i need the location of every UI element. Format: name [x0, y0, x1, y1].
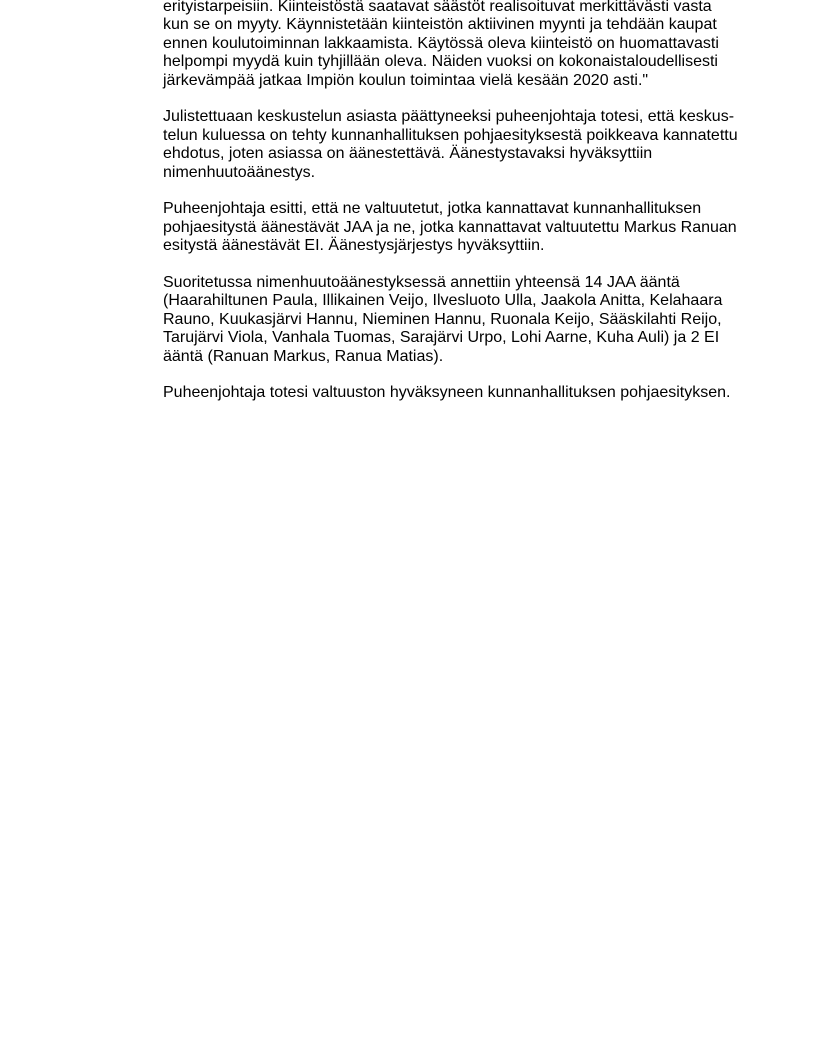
text-line: ääntä (Ranuan Markus, Ranua Matias). — [163, 347, 444, 365]
text-line: (Haarahiltunen Paula, Illikainen Veijo, Ilvesluoto Ulla, Jaakola Anitta, Kelahaara — [163, 292, 723, 310]
text-line: esitystä äänestävät EI. Äänestysjärjestys hyväksyttiin. — [163, 237, 545, 255]
text-line: nimenhuutoäänestys. — [163, 163, 316, 181]
paragraph-decision — [163, 384, 753, 402]
paragraph-discussion-closed — [163, 108, 753, 182]
text-line: ennen koulutoiminnan lakkaamista. Käytössä oleva kiinteistö on huomattavasti — [163, 34, 719, 52]
text-line: Puheenjohtaja esitti, että ne valtuutetut, jotka kannattavat kunnanhallituksen — [163, 200, 702, 218]
paragraph-voting-order — [163, 200, 753, 255]
text-line: Tarujärvi Viola, Vanhala Tuomas, Sarajärvi Urpo, Lohi Aarne, Kuha Auli) ja 2 EI — [163, 329, 720, 347]
text-line: Rauno, Kuukasjärvi Hannu, Nieminen Hannu, Ruonala Keijo, Sääskilahti Reijo, — [163, 310, 722, 328]
text-line: Suoritetussa nimenhuutoäänestyksessä annettiin yhteensä 14 JAA ääntä — [163, 274, 680, 292]
document-body — [163, 0, 753, 421]
text-line: ehdotus, joten asiassa on äänestettävä. Äänestystavaksi hyväksyttiin — [163, 145, 653, 163]
text-line: helpompi myydä kuin tyhjillään oleva. Näiden vuoksi on kokonaistaloudellisesti — [163, 53, 718, 71]
text-line: erityistarpeisiin. Kiinteistöstä saatavat säästöt realisoituvat merkittävästi vasta — [163, 0, 712, 15]
text-line: kun se on myyty. Käynnistetään kiinteistön aktiivinen myynti ja tehdään kaupat — [163, 16, 717, 34]
text-line: telun kuluessa on tehty kunnanhallituksen pohjaesityksestä poikkeava kannatettu — [163, 126, 738, 144]
paragraph-proposal-end — [163, 0, 753, 90]
paragraph-vote-result — [163, 274, 753, 366]
text-line: Julistettuaan keskustelun asiasta päättyneeksi puheenjohtaja totesi, että keskus- — [163, 108, 735, 126]
text-line: Puheenjohtaja totesi valtuuston hyväksyneen kunnanhallituksen pohjaesityksen. — [163, 384, 731, 402]
text-line: järkevämpää jatkaa Impiön koulun toimintaa vielä kesään 2020 asti." — [163, 71, 649, 89]
text-line: pohjaesitystä äänestävät JAA ja ne, jotka kannattavat valtuutettu Markus Ranuan — [163, 218, 737, 236]
